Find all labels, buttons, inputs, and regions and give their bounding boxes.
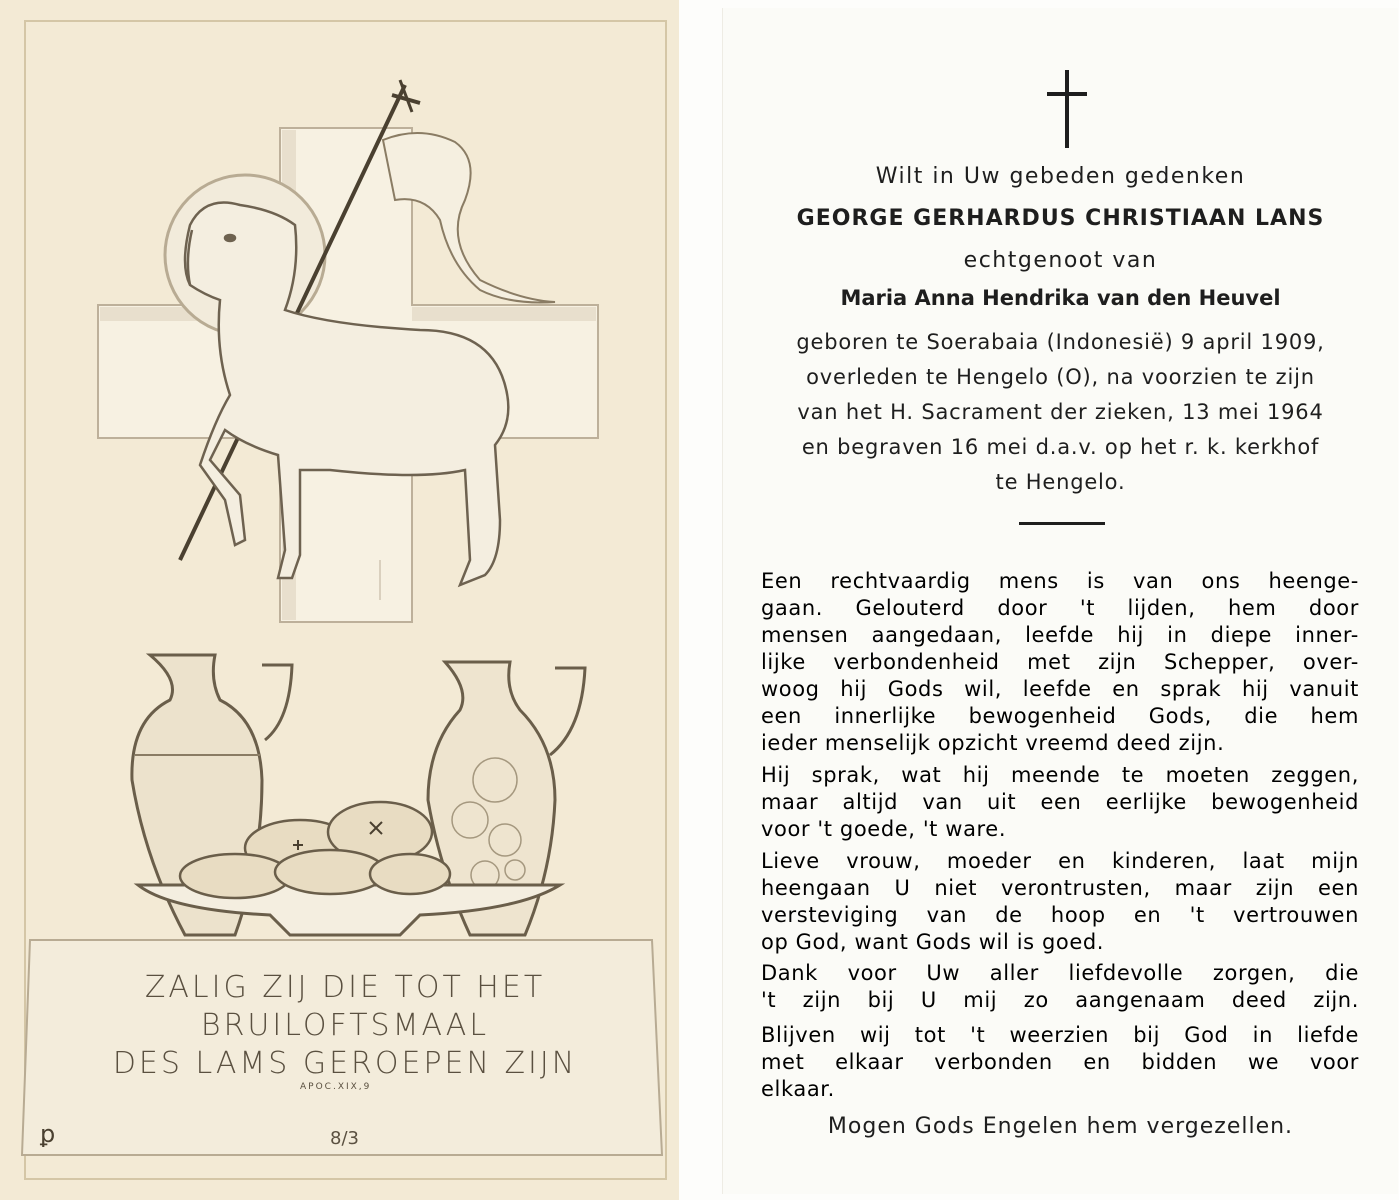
text-line: ieder menselijk opzicht vreemd deed zijn. — [761, 731, 1225, 755]
paragraph-5 — [761, 1022, 1359, 1103]
paragraph-1 — [761, 568, 1359, 757]
text-line: elkaar. — [761, 1077, 835, 1101]
bible-reference: APOC.XIX,9 — [300, 1082, 372, 1092]
text-line: Dank voor Uw aller liefdevolle zorgen, die — [761, 961, 1359, 985]
deceased-name: GEORGE GERHARDUS CHRISTIAAN LANS — [796, 206, 1325, 231]
memorial-card-front — [0, 0, 679, 1200]
spouse-name: Maria Anna Hendrika van den Heuvel — [840, 286, 1281, 310]
artist-monogram: ꝑ — [40, 1120, 56, 1148]
text-line: mensen aangedaan, leefde hij in diepe inner- — [761, 623, 1359, 647]
memorial-card-back — [722, 8, 1398, 1194]
text-line: Blijven wij tot 't weerzien bij God in liefde — [761, 1023, 1359, 1047]
text-line: een innerlijke bewogenheid Gods, die hem — [761, 704, 1359, 728]
closing-line: Mogen Gods Engelen hem vergezellen. — [827, 1114, 1294, 1139]
paragraph-2 — [761, 762, 1359, 843]
text-line: woog hij Gods wil, leefde en sprak hij vanuit — [761, 677, 1359, 701]
motto-line: DES LAMS GEROEPEN ZIJN — [112, 1046, 578, 1081]
motto-line: ZALIG ZIJ DIE TOT HET — [144, 970, 546, 1005]
divider — [1019, 522, 1105, 525]
text-line: voor 't goede, 't ware. — [761, 817, 1007, 841]
text-line: Hij sprak, wat hij meende te moeten zeggen, — [761, 763, 1359, 787]
paragraph-4 — [761, 960, 1359, 1014]
text-line: lijke verbondenheid met zijn Schepper, over- — [761, 650, 1359, 674]
text-line: op God, want Gods wil is goed. — [761, 930, 1105, 954]
bio-line: te Hengelo. — [995, 470, 1126, 494]
bio-line: overleden te Hengelo (O), na voorzien te zijn — [806, 365, 1315, 389]
text-line: Een rechtvaardig mens is van ons heenge- — [761, 569, 1359, 593]
bio-line: geboren te Soerabaia (Indonesië) 9 april 1909, — [796, 330, 1325, 354]
text-line: versteviging van de hoop en 't vertrouwen — [761, 903, 1359, 927]
text-line: heengaan U niet verontrusten, maar zijn een — [761, 876, 1359, 900]
card-number: 8/3 — [330, 1128, 359, 1149]
text-line: gaan. Gelouterd door 't lijden, hem door — [761, 596, 1359, 620]
text-line: Lieve vrouw, moeder en kinderen, laat mijn — [761, 849, 1359, 873]
spouse-label: echtgenoot van — [963, 248, 1158, 273]
paragraph-3 — [761, 848, 1359, 956]
motto-line: BRUILOFTSMAAL — [200, 1008, 490, 1043]
text-line: maar altijd van uit een eerlijke bewogenheid — [761, 790, 1359, 814]
text-line: met elkaar verbonden en bidden we voor — [761, 1050, 1359, 1074]
bio-line: van het H. Sacrament der zieken, 13 mei 1964 — [797, 400, 1324, 424]
intro-text: Wilt in Uw gebeden gedenken — [875, 164, 1246, 189]
front-motto — [60, 970, 630, 1080]
latin-cross-icon — [1047, 70, 1087, 148]
text-line: 't zijn bij U mij zo aangenaam deed zijn. — [761, 988, 1359, 1012]
bio-line: en begraven 16 mei d.a.v. op het r. k. kerkhof — [801, 435, 1320, 459]
